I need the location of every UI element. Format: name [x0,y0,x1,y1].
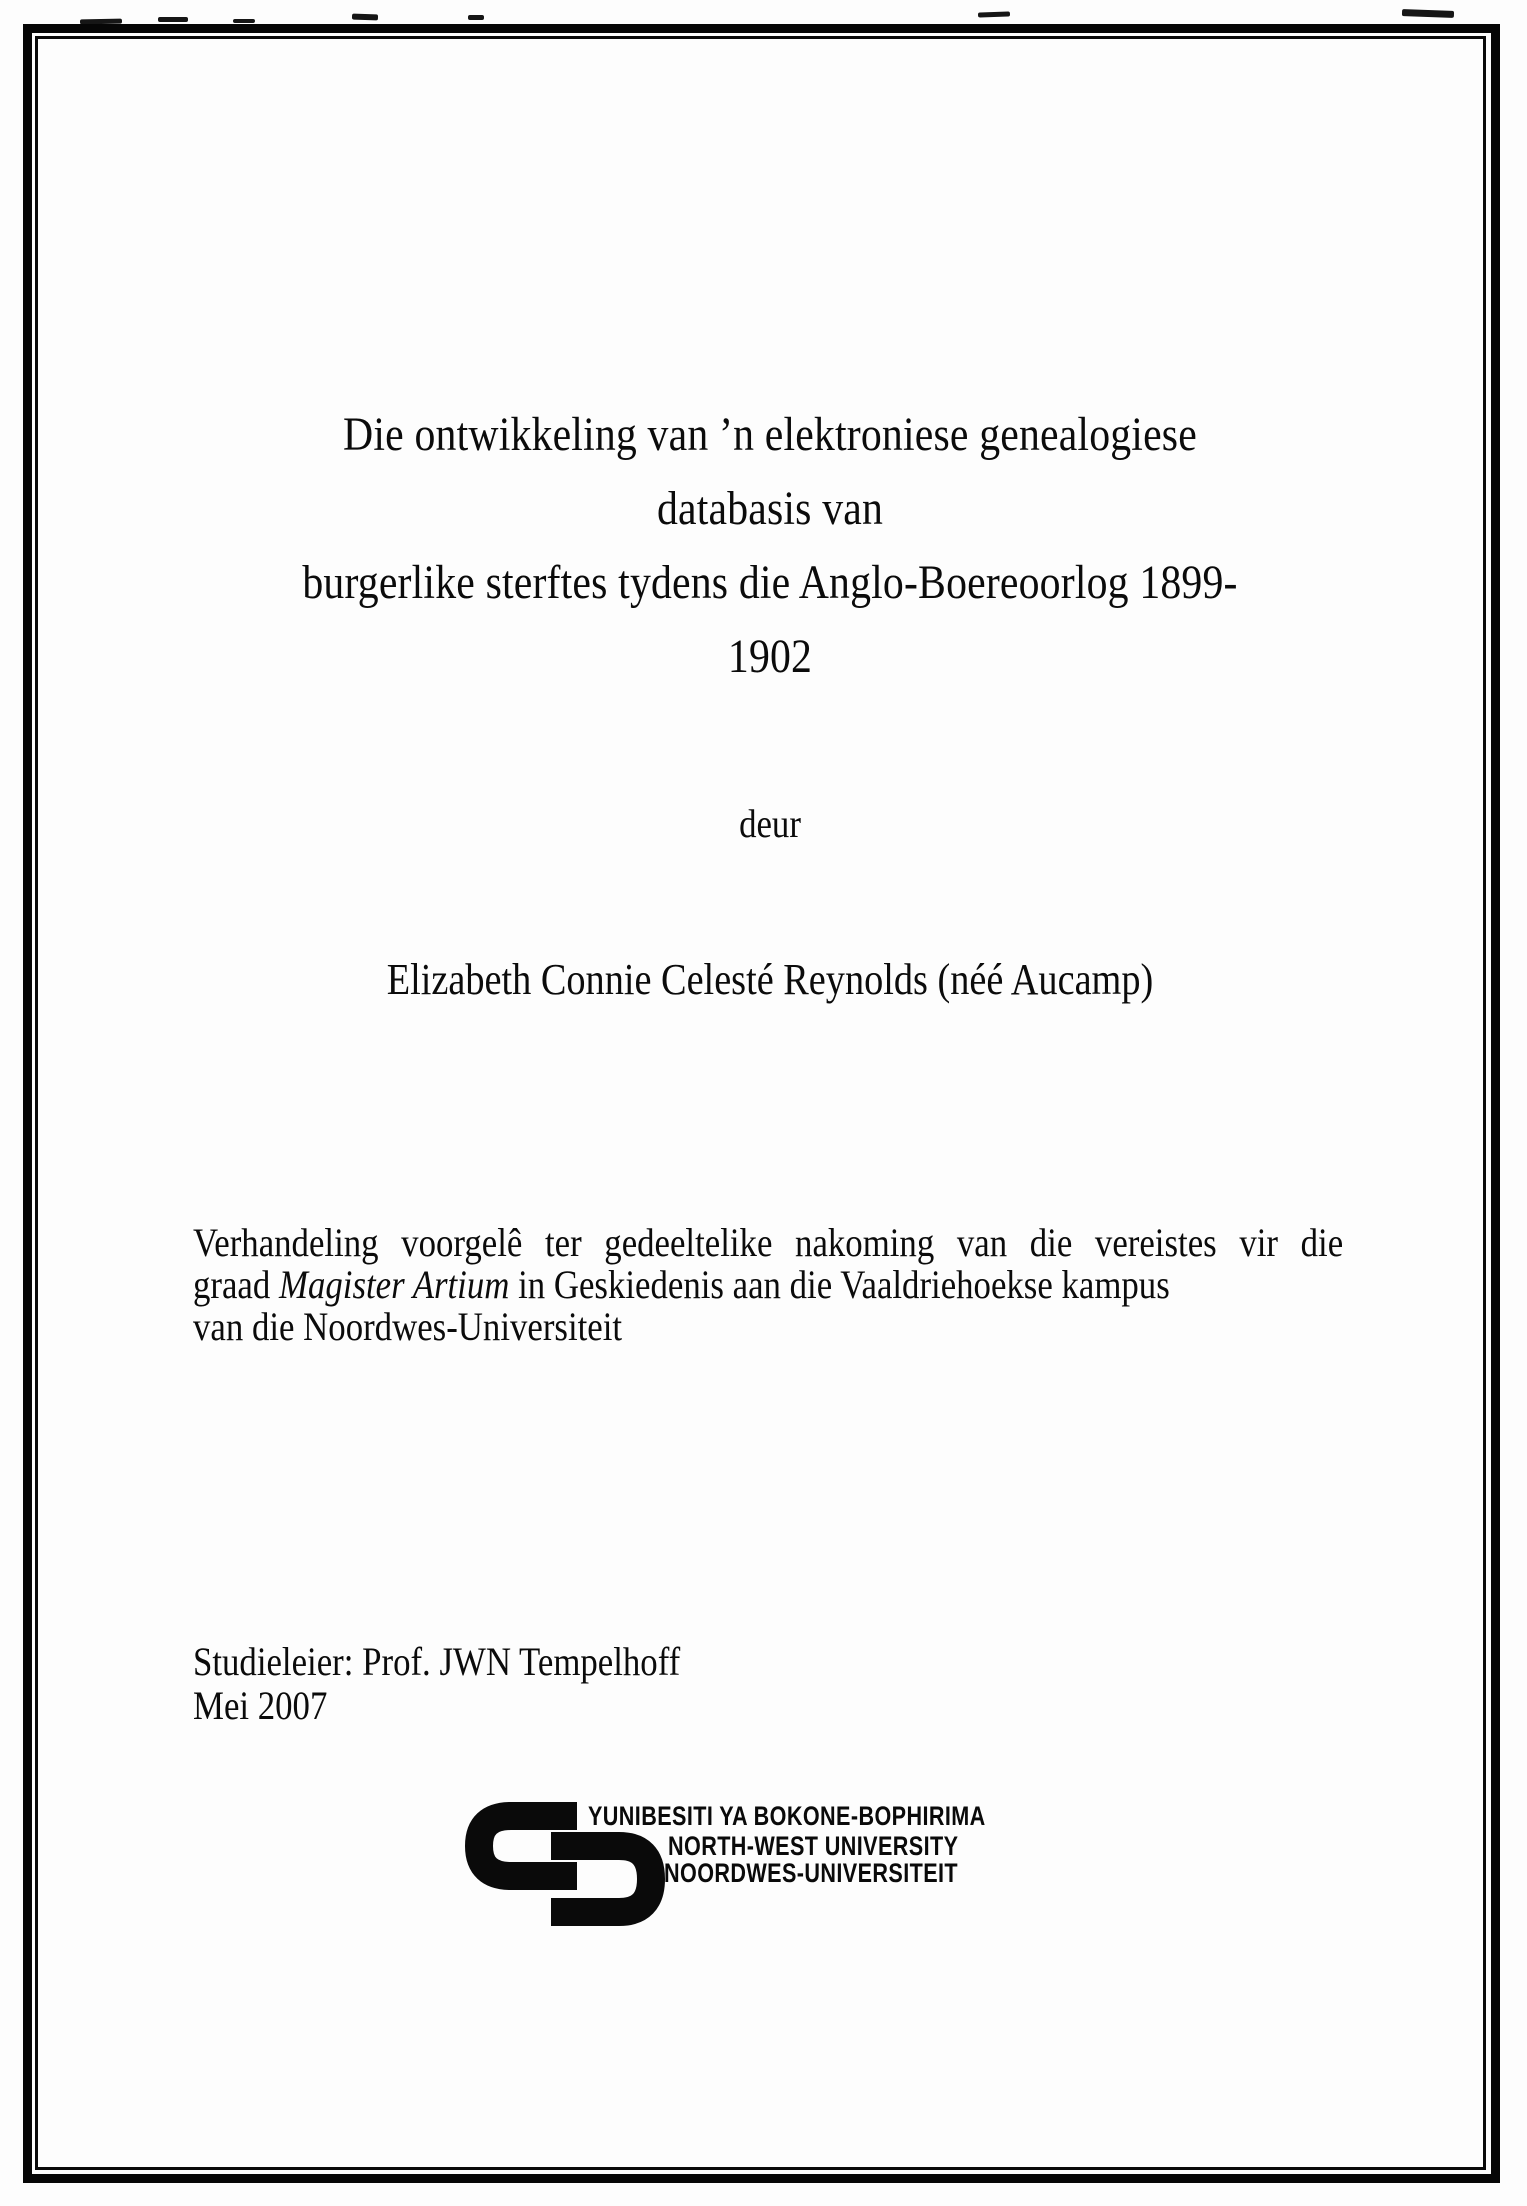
logo-text-line-2: NORTH-WEST UNIVERSITY [668,1831,959,1861]
scan-noise-speck [352,14,378,21]
declaration-line-2 [193,1264,1343,1306]
date-line: Mei 2007 [193,1683,328,1728]
scan-noise-speck [233,19,255,23]
scan-noise-speck [158,17,188,22]
supervisor-block [193,1640,1343,1728]
byline-deur: deur [739,801,801,846]
declaration-line-2-pre: graad [193,1262,279,1307]
scan-noise-speck [1402,9,1454,18]
declaration-line-2-post: in Geskiedenis aan die Vaaldriehoekse kampus [509,1262,1170,1307]
thesis-title-line-2: burgerlike sterftes tydens die Anglo-Boereoorlog 1899-1902 [302,556,1238,683]
scan-noise-speck [978,11,1010,17]
degree-declaration [193,1222,1343,1348]
declaration-line-3: van die Noordwes-Universiteit [193,1304,623,1349]
scan-noise-speck [468,15,484,20]
declaration-line-2-italic: Magister Artium [278,1262,510,1307]
declaration-line-1: Verhandeling voorgelê ter gedeeltelike nakoming van die vereistes vir die [193,1220,1344,1265]
author-name: Elizabeth Connie Celesté Reynolds (néé Aucamp) [386,955,1154,1004]
supervisor-line: Studieleier: Prof. JWN Tempelhoff [193,1639,681,1684]
thesis-title [265,398,1274,694]
logo-text-line-3: NOORDWES-UNIVERSITEIT [664,1858,959,1888]
logo-text-line-1: YUNIBESITI YA BOKONE-BOPHIRIMA [588,1801,986,1831]
thesis-title-line-1: Die ontwikkeling van ’n elektroniese genealogiese databasis van [343,408,1197,535]
